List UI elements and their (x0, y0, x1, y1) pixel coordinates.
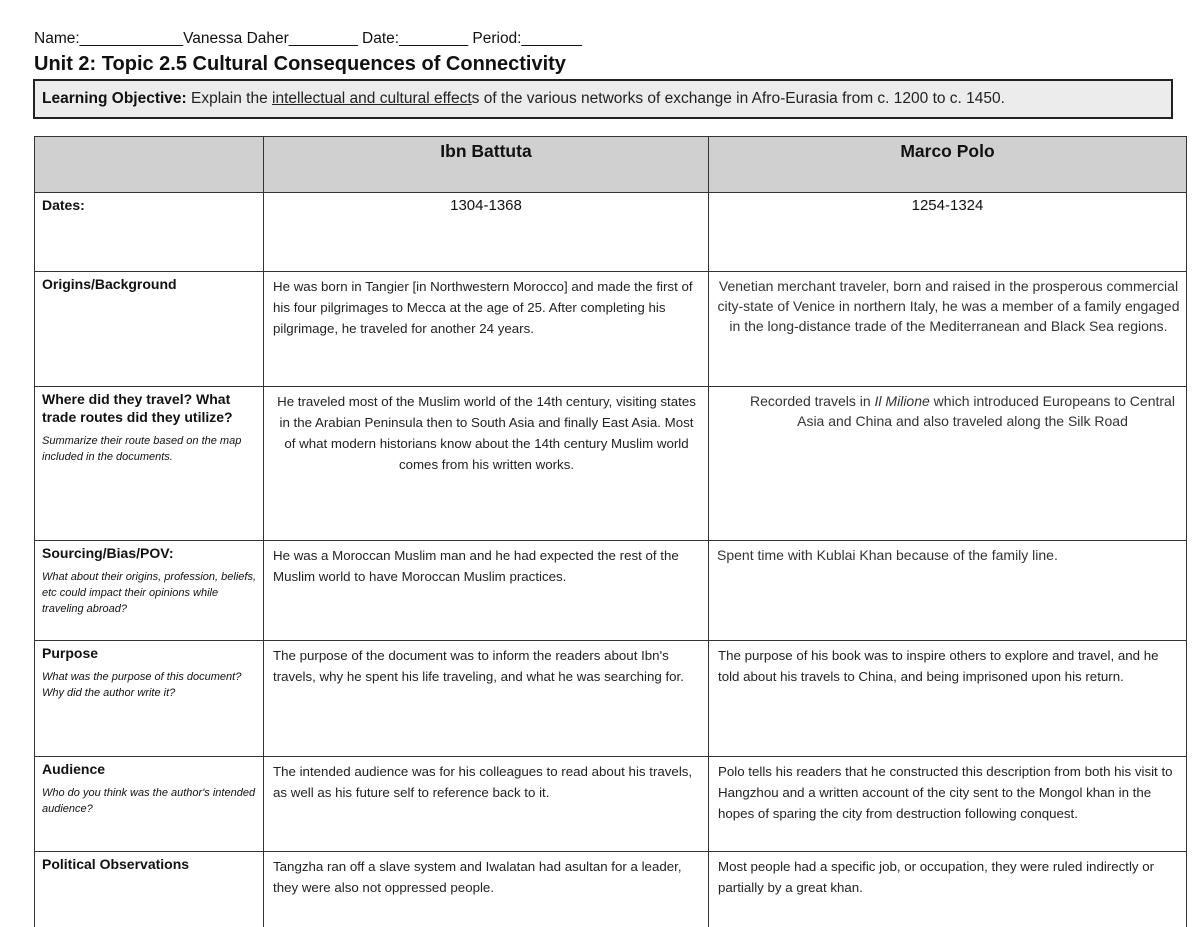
row-label-cell (35, 541, 264, 641)
polo-dates-cell[interactable]: 1254-1324 (709, 193, 1187, 272)
row-sublabel: What about their origins, profession, beliefs, etc could impact their opinions while traveling abroad? (42, 571, 257, 615)
comparison-table (34, 136, 1187, 927)
polo-travel-cell[interactable] (709, 387, 1187, 541)
header-cell-marco-polo: Marco Polo (709, 137, 1187, 193)
table-row-origins (35, 272, 1187, 387)
row-label: Political Observations (42, 856, 190, 872)
ibn-travel-cell[interactable]: He traveled most of the Muslim world of the 14th century, visiting states in the Arabian Peninsula then to South Asia and finally East Asia. Most of what modern historians know about the 14th century Muslim world comes from his written works. (264, 387, 709, 541)
name-date-period-line: Name:____________Vanessa Daher________ Date:________ Period:_______ (34, 30, 582, 47)
row-sublabel: Who do you think was the author's intended audience? (42, 787, 256, 815)
page-title: Unit 2: Topic 2.5 Cultural Consequences of Connectivity (34, 53, 566, 75)
table-row-purpose (35, 641, 1187, 757)
row-label-cell (35, 387, 264, 541)
objective-underlined-text: intellectual and cultural effect (272, 90, 472, 107)
table-row-dates (35, 193, 1187, 272)
row-label-cell (35, 641, 264, 757)
ibn-sourcing-cell[interactable]: He was a Moroccan Muslim man and he had expected the rest of the Muslim world to have Moroccan Muslim practices. (264, 541, 709, 641)
row-label: Origins/Background (42, 276, 177, 292)
header-cell-empty (35, 137, 264, 193)
ibn-origins-cell[interactable]: He was born in Tangier [in Northwestern Morocco] and made the first of his four pilgrimages to Mecca at the age of 25. After completing his pilgrimage, he traveled for another 24 years. (264, 272, 709, 387)
row-label-cell (35, 272, 264, 387)
polo-sourcing-cell[interactable]: Spent time with Kublai Khan because of the family line. (709, 541, 1187, 641)
row-label-cell (35, 757, 264, 852)
ibn-political-cell[interactable]: Tangzha ran off a slave system and Iwalatan had asultan for a leader, they were also not oppressed people. (264, 852, 709, 927)
row-sublabel: What was the purpose of this document? Why did the author write it? (42, 671, 242, 699)
row-label: Audience (42, 761, 106, 777)
ibn-dates-cell[interactable]: 1304-1368 (264, 193, 709, 272)
ibn-audience-cell[interactable]: The intended audience was for his colleagues to read about his travels, as well as his future self to reference back to it. (264, 757, 709, 852)
table-row-audience (35, 757, 1187, 852)
objective-text-post: s of the various networks of exchange in Afro-Eurasia from c. 1200 to c. 1450. (471, 90, 1005, 107)
polo-origins-cell[interactable]: Venetian merchant traveler, born and raised in the prosperous commercial city-state of Venice in northern Italy, he was a member of a family engaged in the long-distance trade of the Mediterranean and Black Sea regions. (709, 272, 1187, 387)
objective-label: Learning Objective: (42, 90, 187, 107)
learning-objective-box (33, 79, 1173, 119)
row-sublabel: Summarize their route based on the map included in the documents. (42, 435, 242, 463)
row-label: Where did they travel? What trade routes did they utilize? (42, 391, 233, 425)
polo-purpose-cell[interactable]: The purpose of his book was to inspire others to explore and travel, and he told about his travels to China, and being imprisoned upon his return. (709, 641, 1187, 757)
polo-travel-text-post: which introduced Europeans to Central Asia and China and also traveled along the Silk Road (797, 393, 1175, 429)
table-row-travel-routes (35, 387, 1187, 541)
header-cell-ibn-battuta: Ibn Battuta (264, 137, 709, 193)
objective-text-pre: Explain the (186, 90, 273, 107)
table-header-row (35, 137, 1187, 193)
row-label: Dates: (42, 197, 85, 213)
polo-travel-text-pre: Recorded travels in (750, 393, 875, 409)
polo-political-cell[interactable]: Most people had a specific job, or occupation, they were ruled indirectly or partially by a great khan. (709, 852, 1187, 927)
row-label: Purpose (42, 645, 99, 661)
polo-audience-cell[interactable]: Polo tells his readers that he constructed this description from both his visit to Hangzhou and a written account of the city sent to the Mongol khan in the hopes of sparing the city from destruction following conquest. (709, 757, 1187, 852)
row-label-cell (35, 193, 264, 272)
il-milione-title: Il Milione (874, 393, 930, 409)
table-row-political (35, 852, 1187, 927)
row-label: Sourcing/Bias/POV: (42, 545, 174, 561)
row-label-cell (35, 852, 264, 927)
table-row-sourcing (35, 541, 1187, 641)
ibn-purpose-cell[interactable]: The purpose of the document was to inform the readers about Ibn's travels, why he spent his life traveling, and what he was searching for. (264, 641, 709, 757)
